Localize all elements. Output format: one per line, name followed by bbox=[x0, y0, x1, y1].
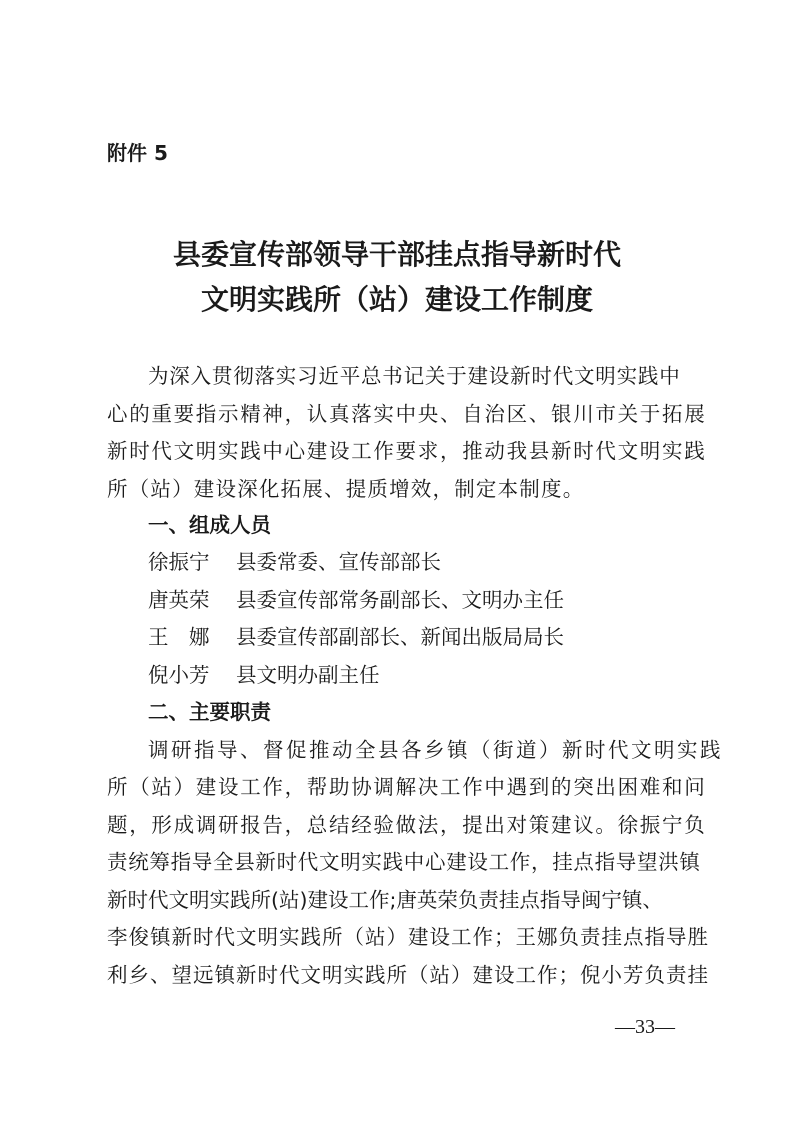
member-name: 唐英荣 bbox=[148, 588, 210, 612]
member-role: 县委宣传部副部长、新闻出版局局长 bbox=[236, 625, 564, 649]
member-role: 县委常委、宣传部部长 bbox=[236, 550, 441, 574]
duties-line: 新时代文明实践所(站)建设工作;唐英荣负责挂点指导闽宁镇、 bbox=[107, 888, 663, 912]
duties-line: 题，形成调研报告，总结经验做法，提出对策建议。徐振宁负 bbox=[107, 813, 707, 837]
title-line-2: 文明实践所（站）建设工作制度 bbox=[200, 283, 593, 316]
member-row bbox=[148, 547, 734, 577]
member-row bbox=[148, 622, 734, 652]
attachment-label: 附件 5 bbox=[107, 141, 168, 165]
duties-line: 责统筹指导全县新时代文明实践中心建设工作，挂点指导望洪镇 bbox=[107, 850, 701, 874]
duties-line: 利乡、望远镇新时代文明实践所（站）建设工作；倪小芳负责挂 bbox=[107, 963, 709, 987]
duties-line: 调研指导、督促推动全县各乡镇（街道）新时代文明实践 bbox=[148, 738, 723, 762]
intro-line: 心的重要指示精神，认真落实中央、自治区、银川市关于拓展 bbox=[107, 402, 707, 426]
member-role: 县委宣传部常务副部长、文明办主任 bbox=[236, 588, 564, 612]
intro-line: 为深入贯彻落实习近平总书记关于建设新时代文明实践中 bbox=[148, 364, 681, 388]
member-row bbox=[148, 585, 734, 615]
duties-line: 李俊镇新时代文明实践所（站）建设工作；王娜负责挂点指导胜 bbox=[107, 925, 709, 949]
intro-line: 所（站）建设深化拓展、提质增效，制定本制度。 bbox=[107, 477, 585, 501]
member-name: 徐振宁 bbox=[148, 550, 210, 574]
member-row bbox=[148, 660, 734, 690]
title-line-1: 县委宣传部领导干部挂点指导新时代 bbox=[172, 238, 621, 271]
section-heading-duties: 二、主要职责 bbox=[148, 700, 271, 724]
intro-line: 新时代文明实践中心建设工作要求，推动我县新时代文明实践 bbox=[107, 439, 707, 463]
page-number: —33— bbox=[615, 1016, 675, 1038]
member-name: 王 娜 bbox=[148, 625, 210, 649]
section-heading-members: 一、组成人员 bbox=[148, 513, 271, 537]
duties-line: 所（站）建设工作，帮助协调解决工作中遇到的突出困难和问 bbox=[107, 775, 707, 799]
member-role: 县文明办副主任 bbox=[236, 663, 380, 687]
member-name: 倪小芳 bbox=[148, 663, 210, 687]
